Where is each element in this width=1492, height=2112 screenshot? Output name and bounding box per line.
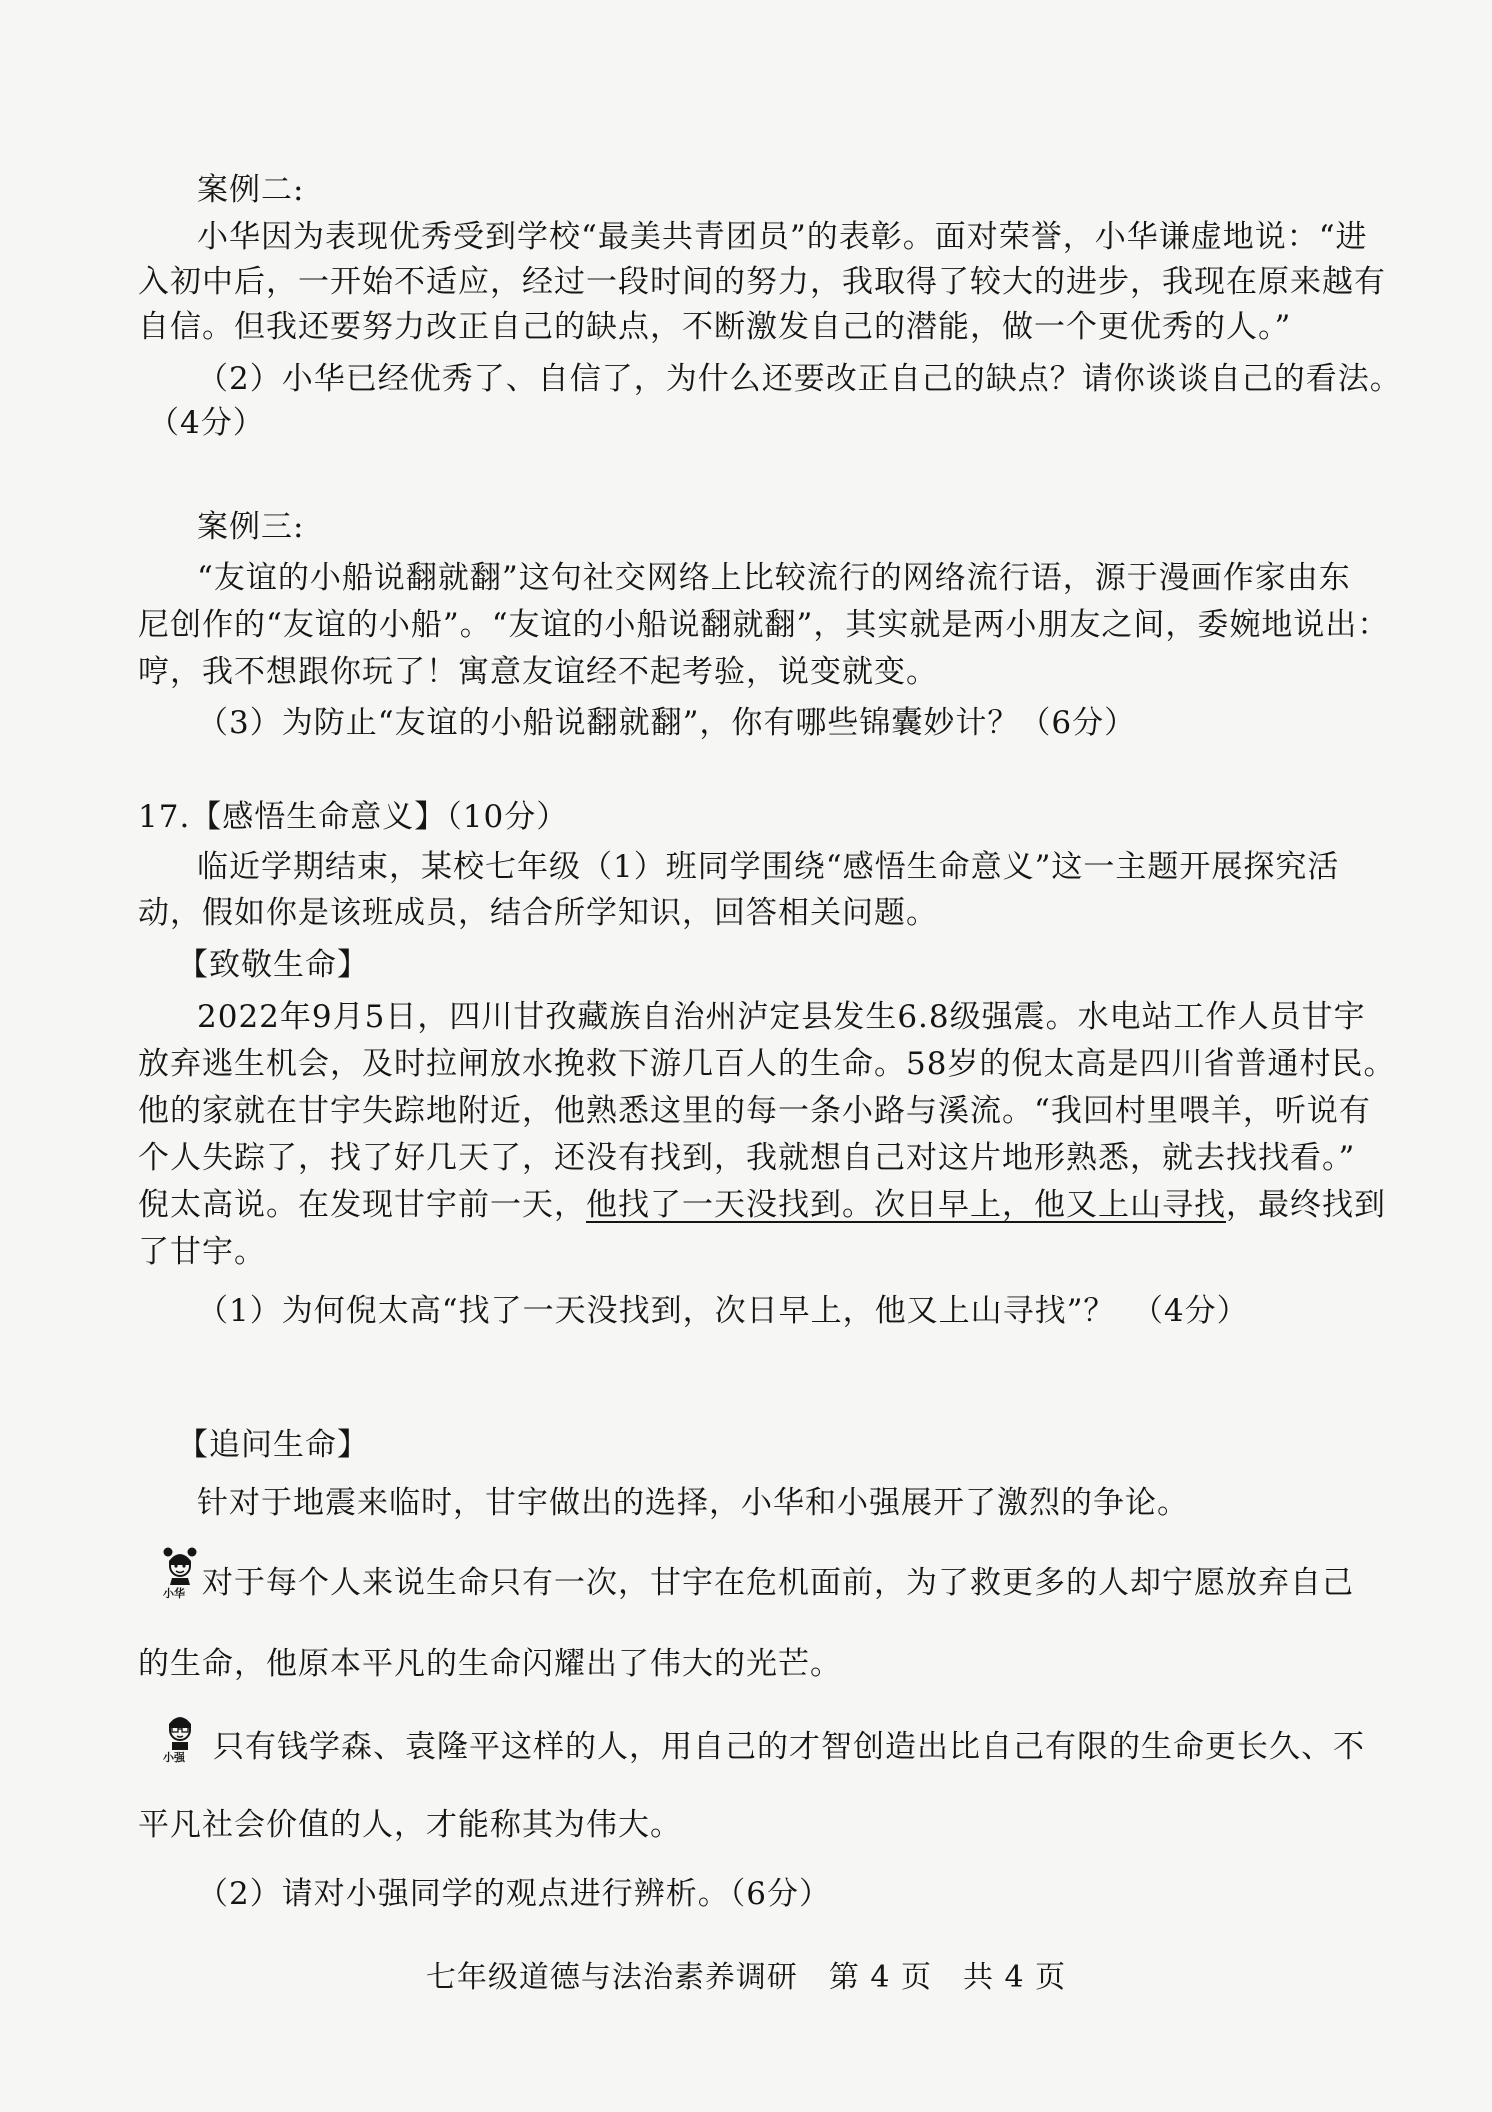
xiaoqiang-statement-line: 只有钱学森、袁隆平这样的人，用自己的才智创造出比自己有限的生命更长久、不 xyxy=(213,1729,1365,1765)
case2-text-line: 入初中后，一开始不适应，经过一段时间的努力，我取得了较大的进步，我现在原来越有 xyxy=(138,264,1386,300)
q17-paragraph-text: 倪太高说。在发现甘宇前一天， xyxy=(138,1187,586,1223)
q17-paragraph-line: 放弃逃生机会，及时拉闸放水挽救下游几百人的生命。58岁的倪太高是四川省普通村民。 xyxy=(138,1046,1396,1082)
case3-text-line: “友谊的小船说翻就翻”这句社交网络上比较流行的网络流行语，源于漫画作家由东 xyxy=(197,560,1351,596)
xiaohua-avatar-tag: 小华 xyxy=(163,1587,185,1600)
q17-paragraph-line xyxy=(138,1185,1386,1225)
q17-intro-line: 动，假如你是该班成员，结合所学知识，回答相关问题。 xyxy=(138,895,938,931)
section-heading-salute-life: 【致敬生命】 xyxy=(177,947,369,983)
case2-heading: 案例二: xyxy=(197,172,305,208)
debate-intro: 针对于地震来临时，甘宇做出的选择，小华和小强展开了激烈的争论。 xyxy=(197,1485,1189,1521)
underlined-phrase: 他找了一天没找到。次日早上，他又上山寻找 xyxy=(586,1187,1226,1223)
case3-text-line: 哼，我不想跟你玩了！寓意友谊经不起考验，说变就变。 xyxy=(138,654,938,690)
q17-paragraph-line: 了甘宇。 xyxy=(138,1234,266,1270)
xiaohua-statement-line: 的生命，他原本平凡的生命闪耀出了伟大的光芒。 xyxy=(138,1646,842,1682)
case3-heading: 案例三: xyxy=(197,509,305,545)
section-heading-question-life: 【追问生命】 xyxy=(177,1427,369,1463)
xiaoqiang-avatar-tag: 小强 xyxy=(163,1751,185,1764)
xiaoqiang-statement-line: 平凡社会价值的人，才能称其为伟大。 xyxy=(138,1807,682,1843)
q17-subquestion-1: （1）为何倪太高“找了一天没找到，次日早上，他又上山寻找”？ （4分） xyxy=(197,1293,1249,1329)
q17-paragraph-line: 他的家就在甘宇失踪地附近，他熟悉这里的每一条小路与溪流。“我回村里喂羊，听说有 xyxy=(138,1093,1371,1129)
q17-subquestion-2: （2）请对小强同学的观点进行辨析。（6分） xyxy=(197,1876,831,1912)
case2-text-line: 小华因为表现优秀受到学校“最美共青团员”的表彰。面对荣誉，小华谦虚地说：“进 xyxy=(197,219,1368,255)
q17-intro-line: 临近学期结束，某校七年级（1）班同学围绕“感悟生命意义”这一主题开展探究活 xyxy=(197,849,1340,885)
case3-text-line: 尼创作的“友谊的小船”。“友谊的小船说翻就翻”，其实就是两小朋友之间，委婉地说出： xyxy=(138,607,1390,643)
case2-question: （2）小华已经优秀了、自信了，为什么还要改正自己的缺点？请你谈谈自己的看法。 xyxy=(197,361,1402,397)
q17-paragraph-line: 个人失踪了，找了好几天了，还没有找到，我就想自己对这片地形熟悉，就去找找看。” xyxy=(138,1140,1356,1176)
q17-paragraph-line: 2022年9月5日，四川甘孜藏族自治州泸定县发生6.8级强震。水电站工作人员甘宇 xyxy=(197,999,1366,1035)
q17-paragraph-text: ，最终找到 xyxy=(1226,1187,1386,1223)
xiaohua-statement-line: 对于每个人来说生命只有一次，甘宇在危机面前，为了救更多的人却宁愿放弃自己 xyxy=(202,1565,1354,1601)
page-footer: 七年级道德与法治素养调研 第 4 页 共 4 页 xyxy=(425,1960,1067,1995)
case3-question: （3）为防止“友谊的小船说翻就翻”，你有哪些锦囊妙计？（6分） xyxy=(197,705,1137,741)
question-17-title: 17.【感悟生命意义】（10分） xyxy=(138,799,569,835)
case2-text-line: 自信。但我还要努力改正自己的缺点，不断激发自己的潜能，做一个更优秀的人。” xyxy=(138,309,1292,345)
case2-question-score: （4分） xyxy=(148,405,265,441)
